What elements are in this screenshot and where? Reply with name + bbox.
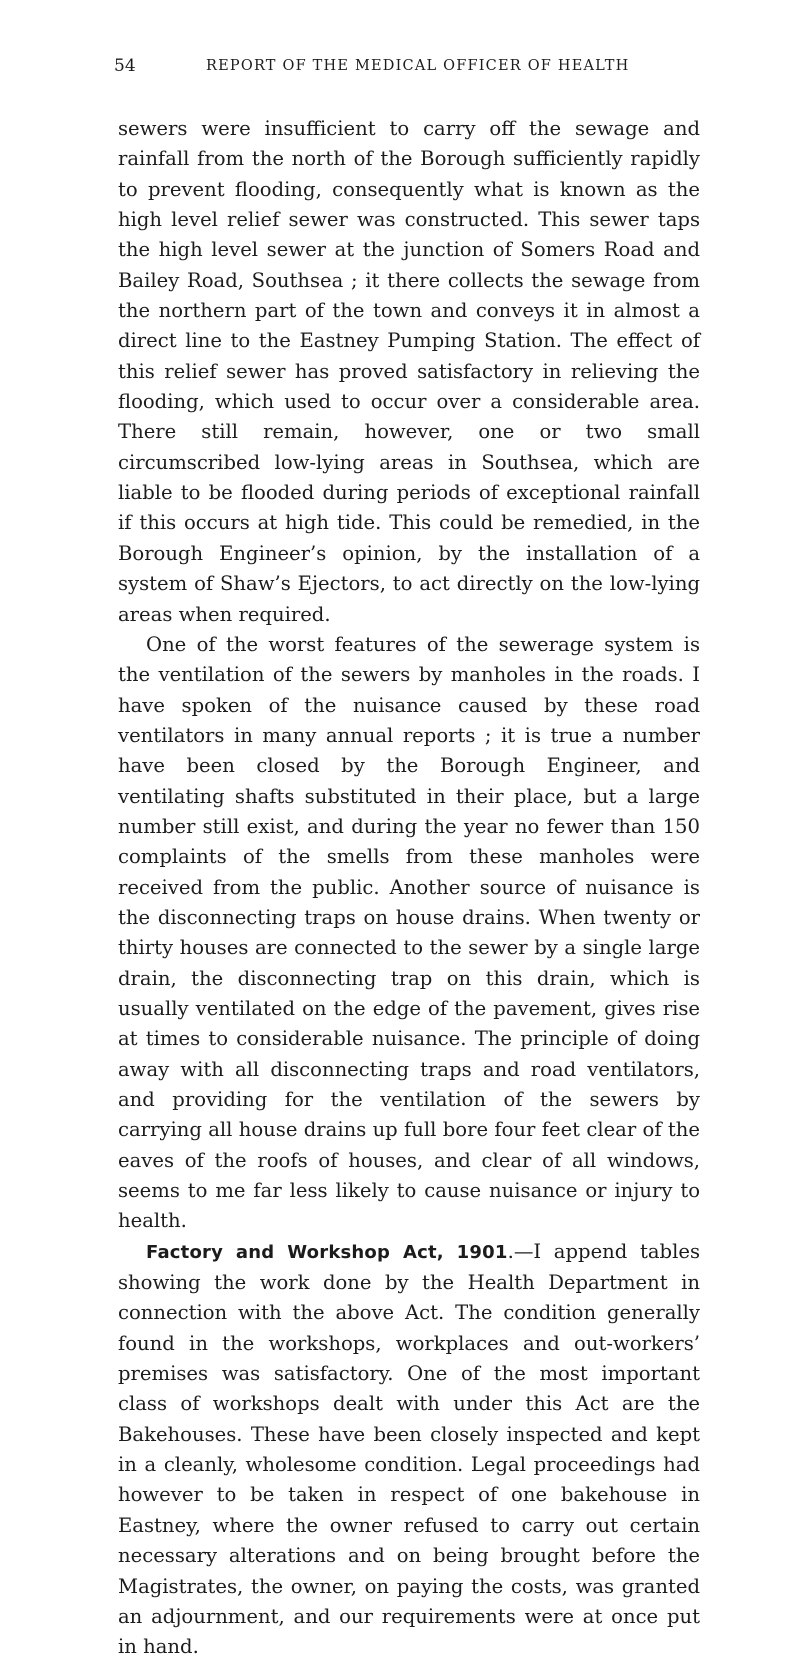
body-text <box>118 114 700 1663</box>
paragraph-sewers-continued: sewers were insufficient to carry off the sewage and rainfall from the north of the Borough sufficiently rapidly to prevent flooding, consequently what is known as the high level relief sewer was constructed. This sewer taps the high level sewer at the junction of Somers Road and Bailey Road, Southsea ; it there collects the sewage from the northern part of the town and conveys it in almost a direct line to the Eastney Pumping Station. The effect of this relief sewer has proved satisfactory in relieving the flooding, which used to occur over a considerable area. There still remain, however, one or two small circumscribed low-lying areas in Southsea, which are liable to be flooded during periods of exceptional rainfall if this occurs at high tide. This could be remedied, in the Borough Engineer’s opinion, by the installation of a system of Shaw’s Ejectors, to act directly on the low-lying areas when required. <box>118 117 700 626</box>
section-heading: Factory and Workshop Act, 1901 <box>146 1241 508 1263</box>
running-header <box>114 56 700 86</box>
paragraph-factory-act <box>118 1237 700 1663</box>
paragraph-ventilation: One of the worst features of the sewerage system is the ventilation of the sewers by manholes in the roads. I have spoken of the nuisance caused by these road ventilators in many annual reports ; it is true a number have been closed by the Borough Engineer, and ventilating shafts substituted in their place, but a large number still exist, and during the year no fewer than 150 complaints of the smells from these manholes were received from the public. Another source of nuisance is the disconnecting traps on house drains. When twenty or thirty houses are connected to the sewer by a single large drain, the disconnecting trap on this drain, which is usually ventilated on the edge of the pavement, gives rise at times to considerable nuisance. The principle of doing away with all disconnecting traps and road ventilators, and providing for the ventilation of the sewers by carrying all house drains up full bore four feet clear of the eaves of the roofs of houses, and clear of all windows, seems to me far less likely to cause nuisance or injury to health. <box>118 632 700 1233</box>
header-title: REPORT OF THE MEDICAL OFFICER OF HEALTH <box>206 58 630 74</box>
document-page <box>114 56 700 1663</box>
page-number: 54 <box>114 56 136 76</box>
section-text: .—I append tables showing the work done by the Health Department in connection with the above Act. The condition generally found in the workshops, workplaces and out-workers’ premises was satisfactory. One of the most important class of workshops dealt with under this Act are the Bakehouses. These have been closely inspected and kept in a cleanly, wholesome condition. Legal proceedings had however to be taken in respect of one bakehouse in Eastney, where the owner refused to carry out certain necessary alterations and on being brought before the Magistrates, the owner, on paying the costs, was granted an adjournment, and our requirements were at once put in hand. <box>118 1239 700 1659</box>
